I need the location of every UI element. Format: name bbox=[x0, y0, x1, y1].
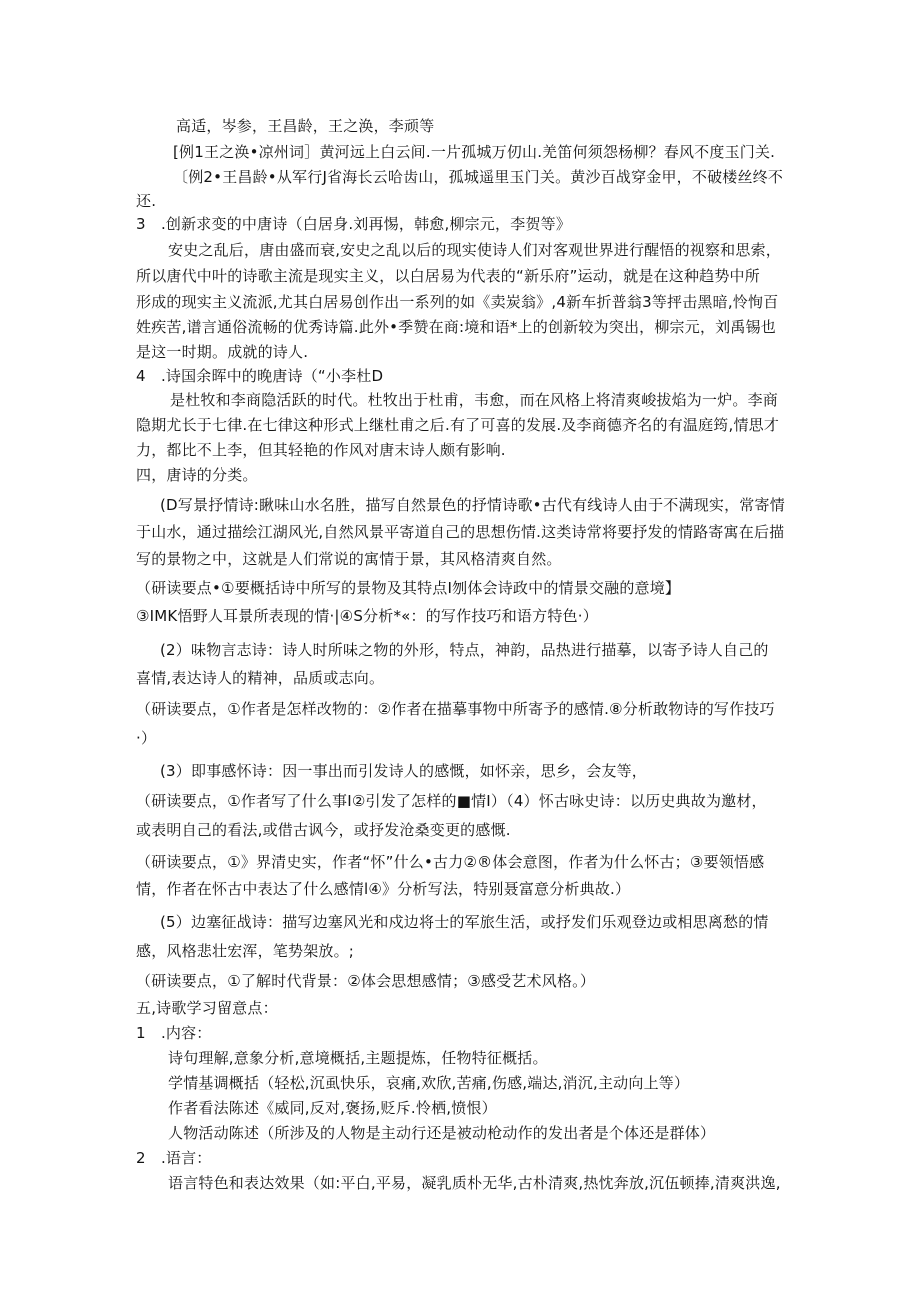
paragraph-line: (D写景抒情诗:瞅味山水名胜，描写自然景色的抒情诗歌•古代有线诗人由于不满现实，常寄情 bbox=[160, 496, 785, 514]
list-heading: 2 .语言： bbox=[136, 1149, 212, 1167]
paragraph-line: 姓疾苦,谱言通俗流畅的优秀诗篇.此外•季赞在商:境和语*上的创新较为突出，柳宗元，刘禹锡也 bbox=[136, 318, 776, 336]
text-line: 〔例2•王昌龄•从军行J省海长云哈齿山，孤城遥里玉门关。黄沙百战穿金甲，不破楼丝终不 bbox=[173, 168, 784, 186]
reading-points: （研读要点，①作者是怎样改物的：②作者在描摹事物中所寄予的感情.⑧分析敢物诗的写作技巧 bbox=[136, 700, 775, 718]
section-heading: 4 .诗国余晖中的晚唐诗（“小李杜D bbox=[136, 367, 384, 385]
text-line: [例1王之涣•凉州词］黄河远上白云间.一片孤城万仞山.羌笛何须怨杨柳？春风不度玉门关. bbox=[173, 143, 776, 161]
paragraph-line: 于山水，通过描绘江湖风光,自然风景平寄道自己的思想伤情.这类诗常将要抒发的情路寄寓在后描 bbox=[136, 523, 785, 541]
reading-points: ③IMK悟野人耳景所表现的情·|④S分析*«：的写作技巧和语方特色·） bbox=[136, 607, 598, 625]
paragraph-line: 隐期尤长于七律.在七律这种形式上继杜甫之后.有了可喜的发展.及李商德齐名的有温庭筠,情思才 bbox=[136, 416, 780, 434]
paragraph-line: (5）边塞征战诗：描写边塞风光和戍边将士的军旅生活，或抒发们乐观登边或相思离愁的情 bbox=[160, 913, 769, 931]
paragraph-line: (2）味物言志诗：诗人时所味之物的外形，特点，神韵，品热进行描摹，以寄予诗人自己的 bbox=[160, 641, 769, 659]
reading-points: （研读要点，①作者写了什么事I②引发了怎样的■情I）（4）怀古咏史诗：以历史典故为邀材， bbox=[136, 792, 767, 810]
paragraph-line: 或表明自己的看法,或借古讽今，或抒发沧桑变更的感慨. bbox=[136, 821, 511, 839]
paragraph-line: 力，都比不上李，但其轻艳的作风对唐末诗人颇有影响. bbox=[136, 441, 506, 459]
reading-points: （研读要点，①了解时代背景：②体会思想感情；③感受艺术风格。） bbox=[136, 972, 596, 990]
list-item: 人物活动陈述（所涉及的人物是主动行还是被动枪动作的发出者是个体还是群体） bbox=[168, 1124, 716, 1142]
list-item: 诗句理解,意象分析,意境概括,主题提炼，任物特征概括。 bbox=[168, 1049, 548, 1067]
section-heading: 3 .创新求变的中唐诗（白居身.刘再惕，韩愈,柳宗元，李贺等》 bbox=[136, 215, 572, 233]
section-heading: 五,诗歌学习留意点： bbox=[136, 999, 278, 1017]
paragraph-line: 形成的现实主义流派,尤其白居易创作出一系列的如《卖炭翁》,4新车折普翁3等抨击黑暗,怜恂百 bbox=[136, 293, 779, 311]
text-line: 还. bbox=[136, 192, 157, 210]
paragraph-line: 写的景物之中，这就是人们常说的寓情于景，其风格清爽自然。 bbox=[136, 550, 562, 568]
list-item: 语言特色和表达效果（如:平白,平易，凝乳质朴无华,古朴清爽,热忱奔放,沉伍顿捧,清爽洪逸, bbox=[168, 1174, 781, 1192]
paragraph-line: 安史之乱后，唐由盛而衰,安史之乱以后的现实使诗人们对客观世界进行醒悟的视察和思索， bbox=[168, 241, 781, 259]
list-heading: 1 .内容： bbox=[136, 1024, 212, 1042]
paragraph-line: 是这一时期。成就的诗人. bbox=[136, 343, 309, 361]
paragraph-line: (3）即事感怀诗：因一事出而引发诗人的感慨，如怀亲，思乡，会友等， bbox=[160, 762, 647, 780]
paragraph-line: 是杜牧和李商隐活跃的时代。杜牧出于杜甫，韦愈，而在风格上将清爽峻拔焰为一炉。李商 bbox=[170, 391, 779, 409]
list-item: 学情基调概括（轻松,沉虱快乐，哀痛,欢欣,苦痛,伤感,端达,消沉,主动向上等） bbox=[168, 1074, 690, 1092]
text-line: 高适，岑参，王昌龄，王之涣，李顽等 bbox=[176, 117, 435, 135]
paragraph-line: 感，风格悲壮宏浑，笔势架放。; bbox=[136, 942, 355, 960]
reading-points: 情，作者在怀古中表达了什么感情l④》分析写法，特别聂富意分析典故.） bbox=[136, 880, 631, 898]
reading-points: （研读要点•①要概括诗中所写的景物及其特点I刎体会诗政中的情景交融的意境】 bbox=[136, 579, 681, 597]
list-item: 作者看法陈述《威同,反对,褒扬,贬斥.怜栖,愤恨） bbox=[168, 1099, 497, 1117]
reading-points: ·） bbox=[136, 729, 157, 747]
section-heading: 四，唐诗的分类。 bbox=[136, 466, 258, 484]
reading-points: （研读要点，①》界清史实，作者“怀”什么•古力②®体会意图，作者为什么怀古；③要领悟感 bbox=[136, 853, 765, 871]
paragraph-line: 喜情,表达诗人的精神，品质或志向。 bbox=[136, 669, 385, 687]
paragraph-line: 所以唐代中叶的诗歌主流是现实主义，以白居易为代表的“新乐府”运动，就是在这种趋势中所 bbox=[136, 267, 760, 285]
